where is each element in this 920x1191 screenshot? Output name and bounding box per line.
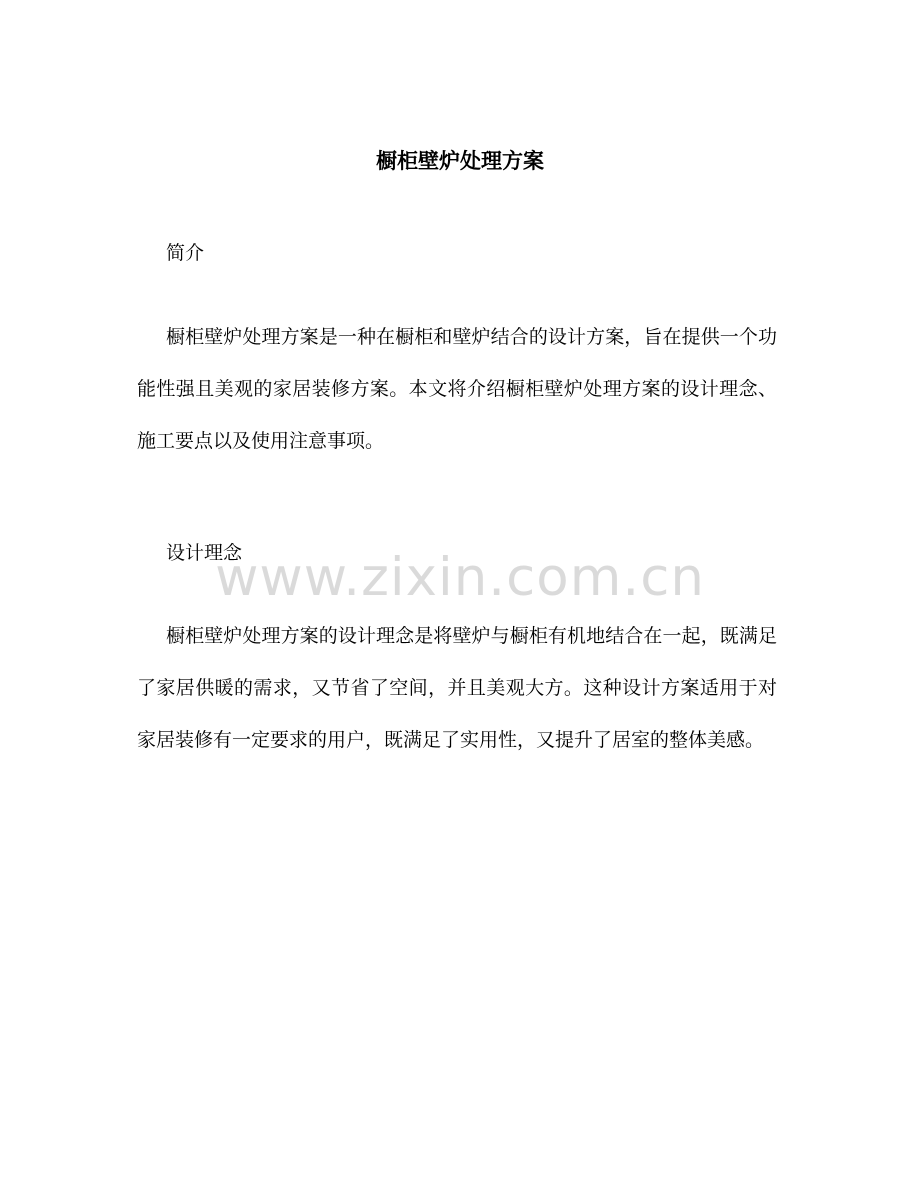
section-heading-design-concept: 设计理念 (166, 542, 243, 564)
document-title: 橱柜壁炉处理方案 (376, 148, 544, 173)
section-paragraph-intro: 橱柜壁炉处理方案是一种在橱柜和壁炉结合的设计方案，旨在提供一个功能性强且美观的家居装修方案。本文将介绍橱柜壁炉处理方案的设计理念、施工要点以及使用注意事项。 (137, 326, 777, 452)
section-paragraph-design-concept: 橱柜壁炉处理方案的设计理念是将壁炉与橱柜有机地结合在一起，既满足了家居供暖的需求，又节省了空间，并且美观大方。这种设计方案适用于对家居装修有一定要求的用户，既满足了实用性，又提升了居室的整体美感。 (137, 625, 777, 751)
watermark: www.zixin.com.cn (215, 547, 705, 608)
section-heading-intro: 简介 (166, 242, 205, 264)
